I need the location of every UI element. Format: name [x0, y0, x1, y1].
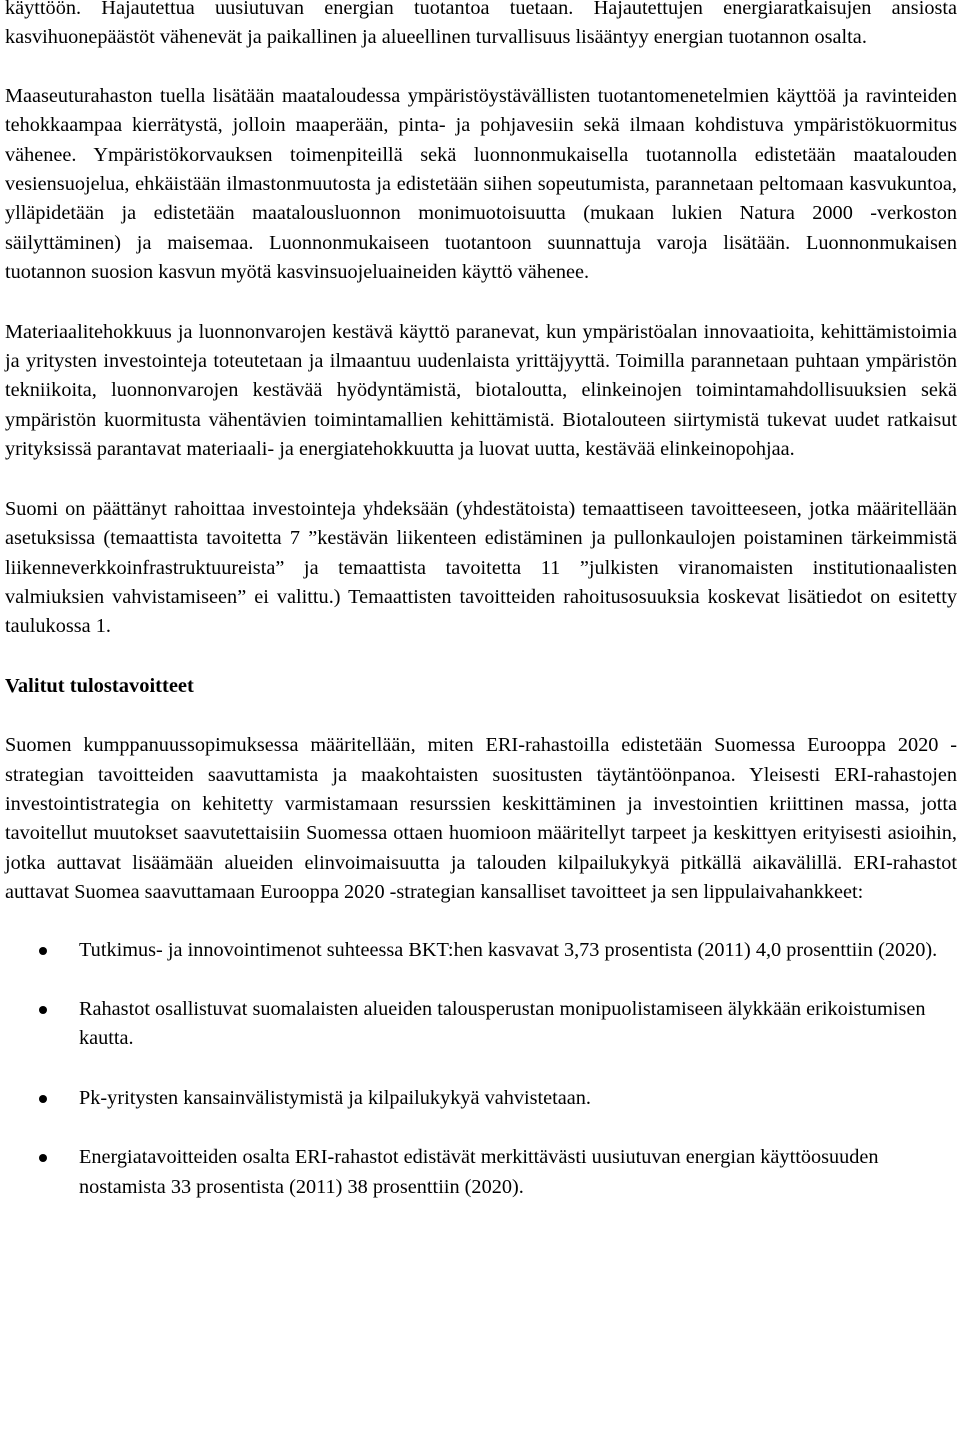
bullet-list [5, 936, 957, 1202]
bullet-icon [39, 1154, 47, 1162]
section-heading: Valitut tulostavoitteet [5, 674, 194, 697]
list-item-text: Pk-yritysten kansainvälistymistä ja kilpailukykyä vahvistetaan. [79, 1086, 592, 1109]
bullet-icon [39, 1095, 47, 1103]
list-item-text: Energiatavoitteiden osalta ERI-rahastot edistävät merkittävästi uusiutuvan energian käyttöosuuden nostamista 33 prosentista (2011) 38 prosenttiin (2020). [79, 1146, 879, 1198]
list-item-text: Tutkimus- ja innovointimenot suhteessa BKT:hen kasvavat 3,73 prosentista (2011) 4,0 prosenttiin (2020). [79, 938, 938, 961]
bullet-icon [39, 1006, 47, 1014]
paragraph-rural-fund: Maaseuturahaston tuella lisätään maataloudessa ympäristöystävällisten tuotantomenetelmien käyttöä ja ravinteiden tehokkaampaa kierrätystä, jolloin maaperään, pinta- ja pohjavesiin sekä ilmaan kohdistuva ympäristökuormitus vähenee. Ympäristökorvauksen toimenpiteillä sekä luonnonmukaisella tuotannolla edistetään maatalouden vesiensuojelua, ehkäistään ilmastonmuutosta ja edistetään siihen sopeutumista, parannetaan peltomaan kasvukuntoa, ylläpidetään ja edistetään maatalousluonnon monimuotoisuutta (mukaan lukien Natura 2000 -verkoston säilyttäminen) ja maisemaa. Luonnonmukaiseen tuotantoon suunnattuja varoja lisätään. Luonnonmukaisen tuotannon suosion kasvun myötä kasvinsuojeluaineiden käyttö vähenee. [5, 84, 957, 284]
bullet-icon [39, 947, 47, 955]
paragraph-investments: Suomi on päättänyt rahoittaa investointeja yhdeksään (yhdestätoista) temaattiseen tavoitteeseen, jotka määritellään asetuksissa (temaattista tavoitetta 7 ”kestävän liikenteen edistäminen ja pullonkaulojen poistaminen tärkeimmistä liikenneverkkoinfrastruktuureista” ja temaattista tavoitetta 11 ”julkisten viranomaisten institutionaalisten valmiuksien vahvistamiseen” ei valittu.) Temaattisten tavoitteiden rahoitusosuuksia koskevat lisätiedot on esitetty taulukossa 1. [5, 497, 957, 638]
list-item-text: Rahastot osallistuvat suomalaisten alueiden talousperustan monipuolistamiseen älykkään erikoistumisen kautta. [79, 997, 926, 1050]
paragraph-intro: käyttöön. Hajautettua uusiutuvan energian tuotantoa tuetaan. Hajautettujen energiaratkaisujen ansiosta kasvihuonepäästöt vähenevät ja paikallinen ja alueellinen turvallisuus lisääntyy energian tuotannon osalta. [5, 0, 957, 49]
list-item [5, 1143, 957, 1202]
paragraph-material-efficiency: Materiaalitehokkuus ja luonnonvarojen kestävä käyttö paranevat, kun ympäristöalan innovaatioita, kehittämistoimia ja yritysten investointeja toteutetaan ja ilmaantuu uudenlaista yrittäjyyttä. Toimilla parannetaan puhtaan ympäristön tekniikoita, luonnonvarojen kestävää hyödyntämistä, biotaloutta, elinkeinojen toimintamahdollisuuksien sekä ympäristön kuormitusta vähentävien toimintamallien kehittämistä. Biotalouteen siirtymistä tukevat uudet ratkaisut yrityksissä parantavat materiaali- ja energiatehokkuutta ja luovat uutta, kestävää elinkeinopohjaa. [5, 320, 957, 461]
list-item [5, 1084, 957, 1113]
list-item [5, 995, 957, 1054]
paragraph-partnership: Suomen kumppanuussopimuksessa määritellään, miten ERI-rahastoilla edistetään Suomessa Eurooppa 2020 -strategian tavoitteiden saavuttamista ja maakohtaisten suositusten täytäntöönpanoa. Yleisesti ERI-rahastojen investointistrategia on kehitetty varmistamaan resurssien keskittäminen ja investointien kriittinen massa, jotta tavoitellut muutokset saavutettaisiin Suomessa ottaen huomioon määritellyt tarpeet ja keskittyen erityisesti asioihin, jotka auttavat lisäämään alueiden elinvoimaisuutta ja talouden kilpailukykyä pitkällä aikavälillä. ERI-rahastot auttavat Suomea saavuttamaan Eurooppa 2020 -strategian kansalliset tavoitteet ja sen lippulaivahankkeet: [5, 734, 957, 904]
list-item [5, 936, 957, 965]
